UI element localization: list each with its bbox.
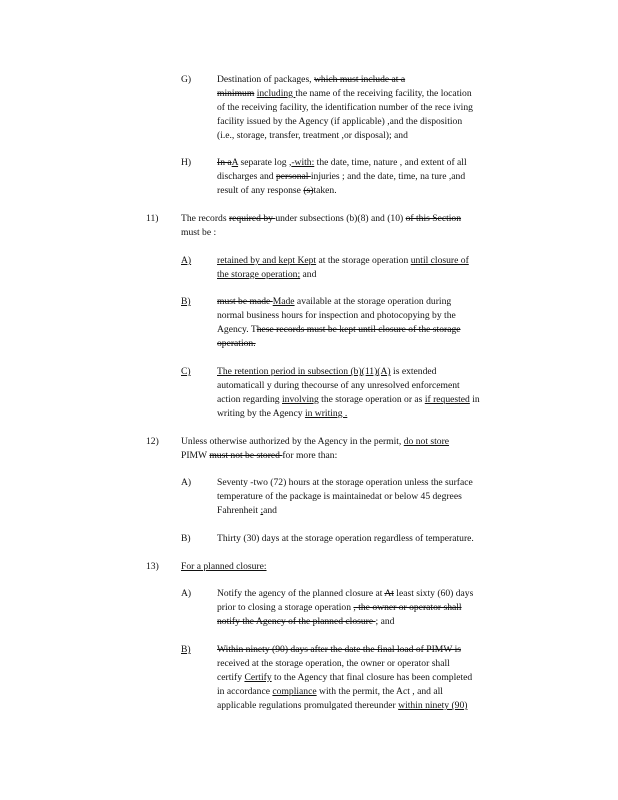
deleted-text: At (384, 588, 394, 599)
inserted-text: including (256, 88, 296, 99)
text-line (217, 338, 256, 350)
text-run: in accordance (217, 686, 273, 697)
text-run: discharges and (217, 171, 276, 182)
text-line (217, 644, 461, 656)
item-label-13a: A) (181, 588, 192, 599)
text-run: with the permit, the Act , and all (316, 686, 443, 697)
text-line (217, 658, 450, 670)
text-line (217, 171, 465, 183)
text-line (217, 380, 460, 392)
deleted-text: Within ninety (90) days after the date the final load of PIMW is (217, 644, 462, 655)
text-run: injuries ; and the date, time, na ture ,and (310, 171, 466, 182)
text-line (217, 700, 467, 712)
inserted-text: retained by and kept (217, 255, 298, 266)
inserted-text: For a planned closure: (181, 561, 267, 572)
text-run: automaticall y during thecourse of any unresolved enforcement (217, 380, 460, 391)
text-line (181, 227, 216, 239)
text-run: result of any response (217, 185, 304, 196)
text-run: of the receiving facility, the identification number of the rece iving (217, 102, 473, 113)
text-run: (i.e., storage, transfer, treatment ,or disposal); and (217, 130, 408, 141)
text-line (181, 436, 449, 448)
text-run: least sixty (60) days (393, 588, 474, 599)
inserted-text: in writing . (304, 408, 348, 419)
inserted-text: -with: (291, 157, 315, 168)
item-label-11b: B) (181, 296, 191, 307)
text-line (217, 324, 461, 336)
text-run: action regarding (217, 394, 282, 405)
deleted-text: required by (228, 213, 276, 224)
item-label-g: G) (181, 74, 192, 85)
deleted-text: hese records must be kept until closure of the storage (256, 324, 461, 335)
text-run: the date, time, nature , and extent of all (314, 157, 467, 168)
text-run: writing by the Agency (217, 408, 305, 419)
text-run: the name of the receiving facility, the location (295, 88, 472, 99)
text-line (217, 74, 405, 86)
text-run: under subsections (b)(8) and (10) (275, 213, 406, 224)
inserted-text: Certify (244, 672, 272, 683)
inserted-text: The retention period (217, 366, 298, 377)
inserted-text: until closure of (410, 255, 469, 266)
text-run: The records (181, 213, 229, 224)
text-run: and (263, 505, 277, 516)
text-run: Thirty (30) days at the storage operation regardless of temperature. (217, 533, 474, 544)
text-run: Unless otherwise authorized by the Agency in the permit, (181, 436, 404, 447)
item-label-12a: A) (181, 477, 192, 488)
text-line (217, 477, 473, 489)
text-run: at the storage operation (316, 255, 411, 266)
text-run: PIMW (181, 450, 210, 461)
text-run: available at the storage operation during (294, 296, 452, 307)
deleted-text: operation. (217, 338, 256, 349)
item-label-11: 11) (146, 213, 159, 224)
text-run: to the Agency that final closure has been completed (271, 672, 473, 683)
inserted-text: in subsection (b)(11)(A) (297, 366, 391, 377)
item-label-h: H) (181, 157, 192, 168)
deleted-text: which must include at a (313, 74, 406, 85)
item-label-11a: A) (181, 255, 192, 266)
text-run: temperature of the package is maintainedat or below 45 degrees (217, 491, 462, 502)
deleted-text: of this Section (405, 213, 462, 224)
inserted-text: A (231, 157, 239, 168)
text-run: separate log , (238, 157, 292, 168)
text-run: must be : (181, 227, 217, 238)
text-run: is extended (390, 366, 437, 377)
deleted-text: must be made (217, 296, 273, 307)
inserted-text: compliance (272, 686, 317, 697)
text-run: normal business hours for inspection and photocopying by the (217, 310, 456, 321)
text-line (217, 130, 408, 142)
deleted-text: (s) (303, 185, 314, 196)
text-run: taken. (313, 185, 337, 196)
item-label-12: 12) (146, 436, 159, 447)
text-line (217, 394, 480, 406)
text-run: received at the storage operation, the owner or operator shall (217, 658, 450, 669)
text-run: in (469, 394, 480, 405)
inserted-text: Kept (297, 255, 317, 266)
text-line (181, 213, 461, 225)
text-run: prior to closing a storage operation (217, 602, 354, 613)
text-run: facility issued by the Agency (if applicable) ,and the disposition (217, 116, 463, 127)
text-run: for more than: (282, 450, 338, 461)
deleted-text: minimum (217, 88, 255, 99)
item-label-12b: B) (181, 533, 191, 544)
text-run: Agency. T (217, 324, 257, 335)
inserted-text: do not store (403, 436, 450, 447)
text-line (217, 491, 462, 503)
text-run: Seventy -two (72) hours at the storage operation unless the surface (217, 477, 473, 488)
text-line (217, 588, 473, 600)
inserted-text: involving (282, 394, 319, 405)
text-run: the storage operation or as (318, 394, 425, 405)
text-line (217, 616, 394, 628)
text-run: certify (217, 672, 245, 683)
text-line (217, 102, 473, 114)
deleted-text: , the owner or operator shall (353, 602, 462, 613)
text-line (217, 185, 337, 197)
inserted-text: if requested (424, 394, 470, 405)
inserted-text: the storage operation; (217, 269, 301, 280)
text-line (217, 533, 474, 545)
text-line (217, 505, 277, 517)
text-line (217, 672, 472, 684)
text-line (217, 602, 462, 614)
deleted-text: personal (275, 171, 311, 182)
text-run: and (300, 269, 317, 280)
text-run: Fahrenheit (217, 505, 261, 516)
text-line (217, 686, 443, 698)
text-line (217, 116, 462, 128)
text-line (217, 408, 347, 420)
text-line (181, 561, 267, 573)
deleted-text: must not be stored (209, 450, 283, 461)
item-label-13b: B) (181, 644, 191, 655)
text-line (217, 88, 472, 100)
text-run: Notify the agency of the planned closure at (217, 588, 385, 599)
text-line (217, 157, 467, 169)
inserted-text: within ninety (90) (398, 700, 468, 711)
text-line (217, 255, 469, 267)
inserted-text: Made (272, 296, 295, 307)
text-line (217, 366, 436, 378)
item-label-11c: C) (181, 366, 191, 377)
deleted-text: In a (217, 157, 232, 168)
text-run: Destination of packages, (217, 74, 314, 85)
text-run: ; and (375, 616, 395, 627)
text-line (217, 296, 451, 308)
inserted-text: ; (260, 505, 264, 516)
text-run: applicable regulations promulgated thereunder (217, 700, 399, 711)
item-label-13: 13) (146, 561, 159, 572)
deleted-text: notify the Agency of the planned closure (217, 616, 376, 627)
text-line (181, 450, 337, 462)
text-line (217, 310, 456, 322)
text-line (217, 269, 316, 281)
